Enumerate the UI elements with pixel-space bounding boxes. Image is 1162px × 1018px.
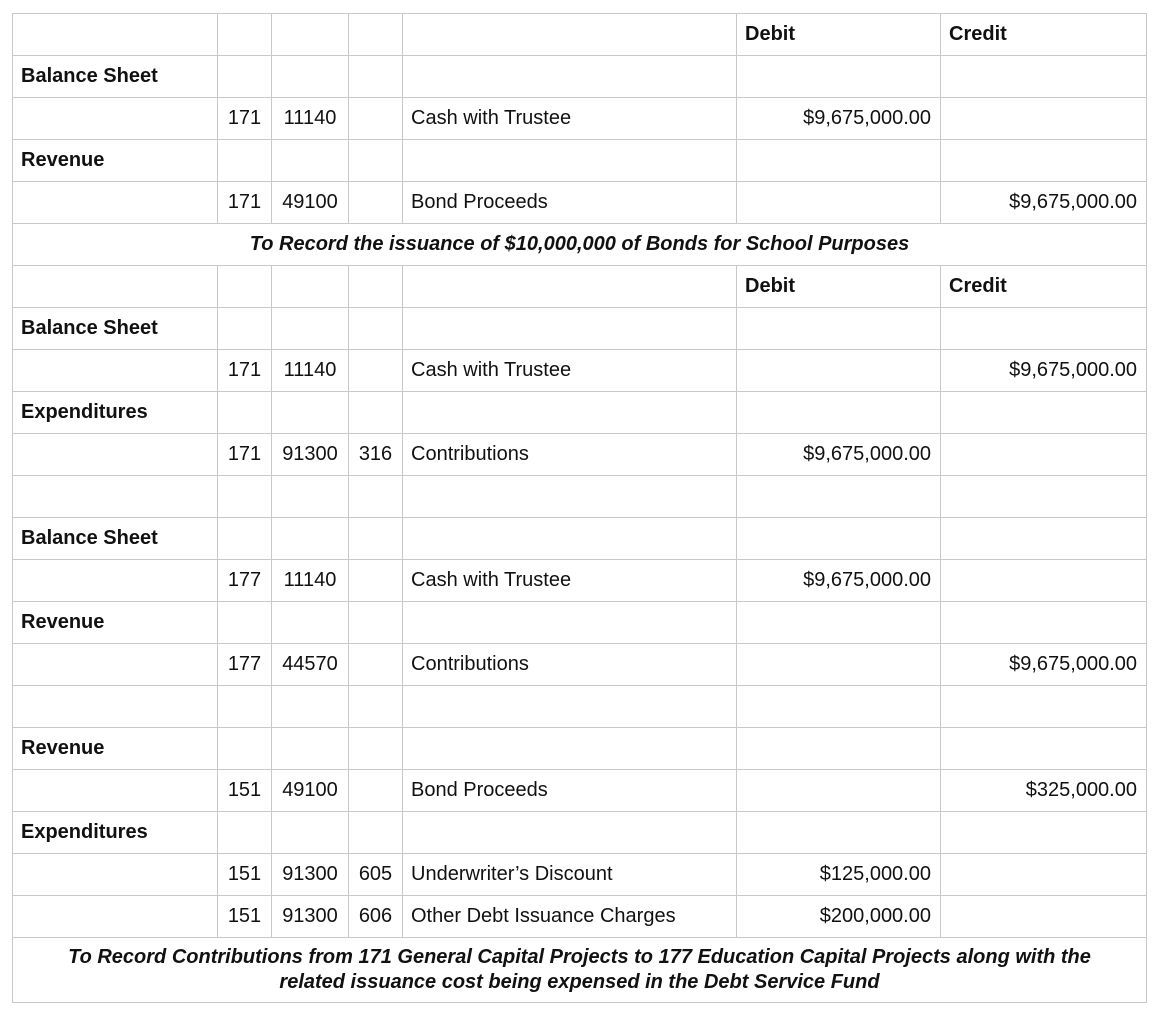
fund-cell (218, 518, 272, 560)
section-heading-row (13, 308, 1147, 350)
account-cell (272, 14, 349, 56)
account-number: 49100 (272, 182, 349, 224)
debit-amount: $9,675,000.00 (737, 98, 941, 140)
debit-cell (737, 728, 941, 770)
debit-amount (737, 182, 941, 224)
column-header-row (13, 266, 1147, 308)
section-heading-row (13, 56, 1147, 98)
debit-column-header: Debit (737, 14, 941, 56)
object-code: 606 (349, 896, 403, 938)
account-cell (272, 602, 349, 644)
object-code (349, 182, 403, 224)
section-label: Balance Sheet (13, 518, 218, 560)
section-heading-row (13, 392, 1147, 434)
credit-cell (941, 518, 1147, 560)
empty-cell (403, 476, 737, 518)
empty-cell (218, 686, 272, 728)
description-cell (403, 308, 737, 350)
account-description: Cash with Trustee (403, 98, 737, 140)
debit-cell (737, 812, 941, 854)
account-description: Bond Proceeds (403, 770, 737, 812)
description-cell (403, 728, 737, 770)
entry-note: To Record Contributions from 171 General Capital Projects to 177 Education Capital Projects along with the related issuance cost being expensed in the Debt Service Fund (13, 938, 1147, 1003)
fund-number: 171 (218, 98, 272, 140)
description-cell (403, 812, 737, 854)
debit-cell (737, 308, 941, 350)
account-description: Contributions (403, 434, 737, 476)
section-heading-row (13, 140, 1147, 182)
description-cell (403, 56, 737, 98)
object-code (349, 644, 403, 686)
debit-amount: $200,000.00 (737, 896, 941, 938)
label-cell (13, 266, 218, 308)
label-cell (13, 770, 218, 812)
debit-cell (737, 392, 941, 434)
label-cell (13, 854, 218, 896)
object-code (349, 98, 403, 140)
description-cell (403, 518, 737, 560)
debit-amount (737, 350, 941, 392)
account-number: 49100 (272, 770, 349, 812)
object-cell (349, 812, 403, 854)
credit-amount: $9,675,000.00 (941, 350, 1147, 392)
empty-cell (13, 476, 218, 518)
debit-cell (737, 518, 941, 560)
label-cell (13, 560, 218, 602)
object-cell (349, 308, 403, 350)
section-heading-row (13, 518, 1147, 560)
label-cell (13, 644, 218, 686)
account-number: 44570 (272, 644, 349, 686)
empty-cell (272, 476, 349, 518)
ledger-entry-row (13, 770, 1147, 812)
empty-cell (941, 686, 1147, 728)
account-cell (272, 812, 349, 854)
fund-cell (218, 812, 272, 854)
object-cell (349, 56, 403, 98)
empty-cell (737, 686, 941, 728)
account-number: 91300 (272, 434, 349, 476)
account-description: Cash with Trustee (403, 350, 737, 392)
account-description: Other Debt Issuance Charges (403, 896, 737, 938)
account-number: 11140 (272, 350, 349, 392)
account-number: 11140 (272, 560, 349, 602)
section-heading-row (13, 728, 1147, 770)
description-cell (403, 392, 737, 434)
column-header-row (13, 14, 1147, 56)
credit-amount (941, 98, 1147, 140)
object-code: 316 (349, 434, 403, 476)
object-cell (349, 518, 403, 560)
account-description: Cash with Trustee (403, 560, 737, 602)
section-heading-row (13, 812, 1147, 854)
account-number: 11140 (272, 98, 349, 140)
credit-amount: $325,000.00 (941, 770, 1147, 812)
object-cell (349, 392, 403, 434)
debit-amount: $125,000.00 (737, 854, 941, 896)
account-number: 91300 (272, 854, 349, 896)
fund-cell (218, 308, 272, 350)
label-cell (13, 14, 218, 56)
object-cell (349, 728, 403, 770)
account-cell (272, 518, 349, 560)
credit-amount (941, 854, 1147, 896)
empty-cell (13, 686, 218, 728)
debit-cell (737, 602, 941, 644)
object-cell (349, 140, 403, 182)
fund-cell (218, 392, 272, 434)
section-label: Revenue (13, 728, 218, 770)
account-cell (272, 56, 349, 98)
label-cell (13, 350, 218, 392)
empty-cell (349, 686, 403, 728)
debit-amount: $9,675,000.00 (737, 434, 941, 476)
ledger-entry-row (13, 350, 1147, 392)
empty-cell (941, 476, 1147, 518)
fund-cell (218, 602, 272, 644)
ledger-entry-row (13, 644, 1147, 686)
empty-cell (403, 686, 737, 728)
debit-amount: $9,675,000.00 (737, 560, 941, 602)
fund-number: 171 (218, 434, 272, 476)
credit-cell (941, 812, 1147, 854)
object-cell (349, 602, 403, 644)
blank-row (13, 686, 1147, 728)
credit-amount: $9,675,000.00 (941, 644, 1147, 686)
section-label: Expenditures (13, 812, 218, 854)
object-code (349, 350, 403, 392)
section-heading-row (13, 602, 1147, 644)
debit-cell (737, 56, 941, 98)
account-cell (272, 728, 349, 770)
credit-column-header: Credit (941, 266, 1147, 308)
blank-row (13, 476, 1147, 518)
journal-entry-table (12, 13, 1147, 1003)
account-cell (272, 308, 349, 350)
fund-cell (218, 728, 272, 770)
section-label: Balance Sheet (13, 308, 218, 350)
credit-amount (941, 560, 1147, 602)
debit-amount (737, 644, 941, 686)
account-cell (272, 266, 349, 308)
entry-note: To Record the issuance of $10,000,000 of Bonds for School Purposes (13, 224, 1147, 266)
fund-number: 151 (218, 854, 272, 896)
credit-cell (941, 308, 1147, 350)
fund-cell (218, 266, 272, 308)
object-cell (349, 266, 403, 308)
label-cell (13, 182, 218, 224)
empty-cell (272, 686, 349, 728)
fund-number: 171 (218, 350, 272, 392)
empty-cell (218, 476, 272, 518)
account-number: 91300 (272, 896, 349, 938)
ledger-entry-row (13, 434, 1147, 476)
debit-column-header: Debit (737, 266, 941, 308)
fund-number: 171 (218, 182, 272, 224)
description-cell (403, 602, 737, 644)
fund-number: 151 (218, 896, 272, 938)
credit-cell (941, 392, 1147, 434)
section-label: Revenue (13, 140, 218, 182)
debit-amount (737, 770, 941, 812)
account-description: Bond Proceeds (403, 182, 737, 224)
debit-cell (737, 140, 941, 182)
credit-column-header: Credit (941, 14, 1147, 56)
ledger-entry-row (13, 854, 1147, 896)
description-cell (403, 14, 737, 56)
label-cell (13, 434, 218, 476)
account-description: Underwriter’s Discount (403, 854, 737, 896)
fund-number: 177 (218, 560, 272, 602)
object-code (349, 770, 403, 812)
ledger-entry-row (13, 560, 1147, 602)
empty-cell (349, 476, 403, 518)
credit-amount: $9,675,000.00 (941, 182, 1147, 224)
label-cell (13, 896, 218, 938)
description-cell (403, 266, 737, 308)
ledger-entry-row (13, 182, 1147, 224)
empty-cell (737, 476, 941, 518)
fund-cell (218, 140, 272, 182)
credit-cell (941, 56, 1147, 98)
ledger-entry-row (13, 98, 1147, 140)
fund-cell (218, 14, 272, 56)
account-cell (272, 392, 349, 434)
fund-number: 177 (218, 644, 272, 686)
credit-cell (941, 728, 1147, 770)
description-cell (403, 140, 737, 182)
label-cell (13, 98, 218, 140)
credit-amount (941, 434, 1147, 476)
credit-cell (941, 140, 1147, 182)
section-label: Revenue (13, 602, 218, 644)
section-label: Expenditures (13, 392, 218, 434)
fund-cell (218, 56, 272, 98)
credit-amount (941, 896, 1147, 938)
entry-description-row (13, 224, 1147, 266)
object-code: 605 (349, 854, 403, 896)
account-description: Contributions (403, 644, 737, 686)
account-cell (272, 140, 349, 182)
entry-description-row (13, 938, 1147, 1003)
credit-cell (941, 602, 1147, 644)
ledger-entry-row (13, 896, 1147, 938)
object-cell (349, 14, 403, 56)
fund-number: 151 (218, 770, 272, 812)
section-label: Balance Sheet (13, 56, 218, 98)
object-code (349, 560, 403, 602)
